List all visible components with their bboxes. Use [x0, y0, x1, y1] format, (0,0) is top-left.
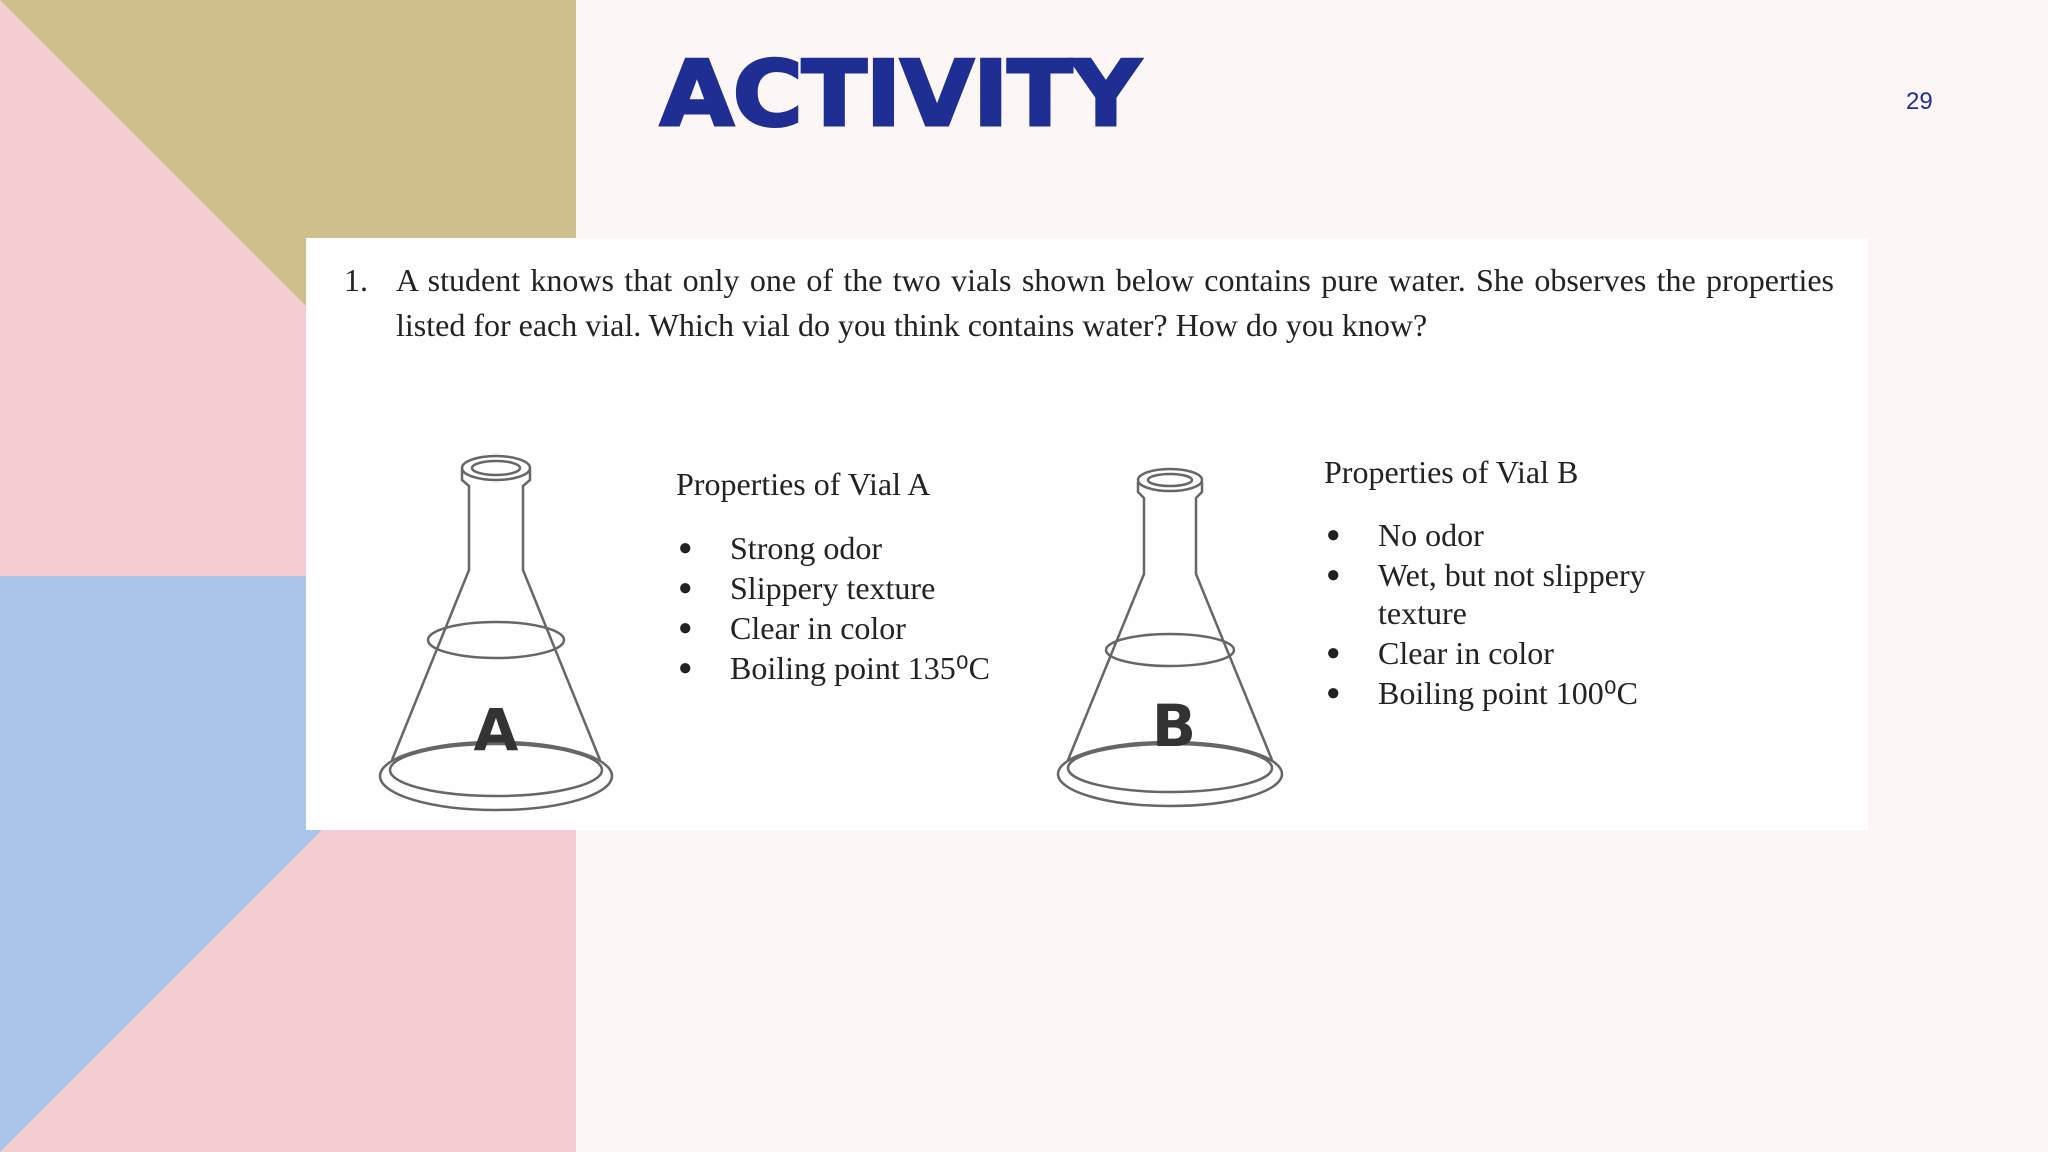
bullet-icon: ● — [678, 535, 693, 561]
vial-a-property-list — [676, 528, 1076, 688]
vial-b-properties — [1324, 452, 1764, 714]
list-item: ● No odor — [1326, 517, 1484, 553]
list-item: ● Clear in color — [1326, 635, 1554, 671]
vial-a — [374, 450, 624, 820]
list-item: ● Clear in color — [678, 610, 906, 646]
list-item: ● Boiling point 100⁰C — [1326, 675, 1638, 711]
list-item: ● Wet, but not slippery texture — [1326, 557, 1646, 631]
vial-b-property-list — [1324, 516, 1764, 712]
list-item: ● Strong odor — [678, 530, 882, 566]
bullet-icon: ● — [678, 575, 693, 601]
bullet-icon: ● — [678, 655, 693, 681]
flask-a-icon — [374, 450, 624, 820]
bullet-icon: ● — [1326, 562, 1341, 588]
list-item: ● Slippery texture — [678, 570, 936, 606]
vial-b-label: B — [1151, 692, 1197, 760]
bullet-icon: ● — [1326, 640, 1341, 666]
vial-b-heading: Properties of Vial B — [1324, 454, 1579, 490]
vial-a-label: A — [473, 696, 519, 764]
flask-b-icon — [1052, 464, 1292, 814]
bullet-icon: ● — [678, 615, 693, 641]
question — [344, 258, 1834, 348]
vial-a-heading: Properties of Vial A — [676, 466, 931, 502]
vial-b — [1052, 464, 1292, 814]
list-item: ● Boiling point 135⁰C — [678, 650, 990, 686]
question-text: A student knows that only one of the two vials shown below contains pure water. She observes the properties listed for each vial. Which vial do you think contains water? How do you know? — [396, 262, 1834, 343]
slide-number: 29 — [1906, 88, 1933, 115]
activity-image-card — [306, 238, 1868, 830]
bullet-icon: ● — [1326, 680, 1341, 706]
page-title: ACTIVITY — [660, 42, 1140, 147]
question-number: 1. — [344, 262, 368, 298]
bullet-icon: ● — [1326, 522, 1341, 548]
vial-a-properties — [676, 464, 1076, 688]
